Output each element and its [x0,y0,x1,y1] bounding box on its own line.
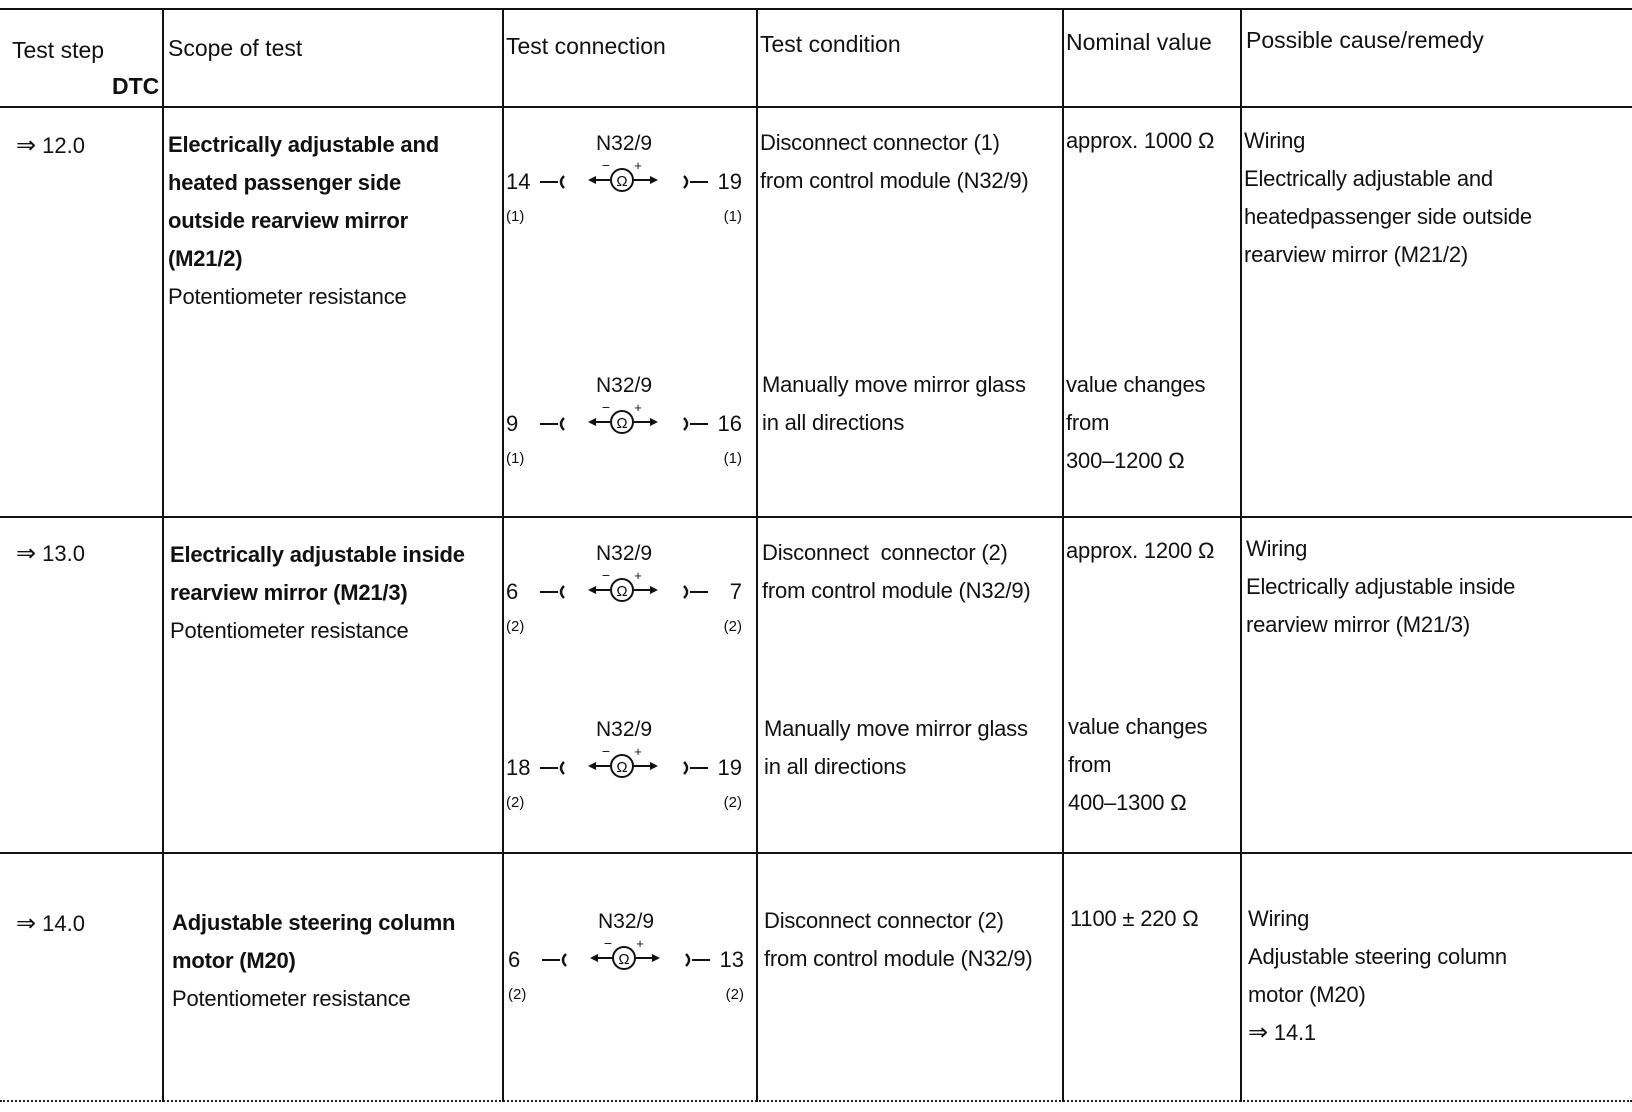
nominal-line: 300–1200 Ω [1066,448,1185,473]
nominal-cell-13a [1066,532,1214,570]
nominal-line: from [1066,410,1110,435]
header-test-condition: Test condition [760,31,901,57]
connector-right: (1) [723,208,742,225]
pin-left: 6 [506,579,519,604]
condition-line: in all directions [762,410,905,435]
nominal-line: approx. 1000 Ω [1066,128,1215,153]
nominal-cell-14a [1070,900,1198,938]
connector-right: (2) [725,986,744,1003]
header-test-step: Test step [12,37,105,63]
table-top-rule [0,8,1632,10]
left-arrowhead [588,418,596,426]
module-label: N32/9 [597,910,655,933]
connection-diagram-12b [504,372,744,482]
ohmmeter-icon [504,716,744,826]
left-plug [561,418,564,430]
nominal-line: value changes [1068,714,1208,739]
condition-line: Disconnect connector (2) [764,908,1004,933]
cause-line: rearview mirror (M21/2) [1244,242,1468,267]
header-dtc: DTC [112,73,160,99]
scope-cell-12 [168,126,439,316]
condition-line: Disconnect connector (2) [762,540,1008,565]
connection-diagram-14a [506,908,746,1018]
cause-line: motor (M20) [1248,982,1366,1007]
left-plug [561,176,564,188]
nominal-cell-13b [1068,708,1207,822]
cause-line: Wiring [1248,906,1310,931]
reference-arrow-icon: ⇒ [1248,1019,1268,1046]
module-label: N32/9 [595,374,653,397]
step-arrow-icon: ⇒ [16,540,37,567]
plus-sign: + [634,744,642,759]
nominal-line: approx. 1200 Ω [1066,538,1215,563]
connector-left: (1) [506,208,525,225]
scope-subtitle: Potentiometer resistance [172,986,411,1011]
nominal-cell-12b [1066,366,1205,480]
nominal-line: value changes [1066,372,1206,397]
ohmmeter-icon [504,540,744,650]
cause-line: Wiring [1246,536,1308,561]
condition-line: Manually move mirror glass [764,716,1028,741]
ohmmeter-icon [506,908,746,1018]
right-plug [684,418,687,430]
test-step-number: 13.0 [42,541,85,566]
cause-cell-13 [1246,530,1515,644]
connector-right: (2) [723,618,742,635]
header-bottom-rule [0,106,1632,108]
header-scope-of-test: Scope of test [168,35,303,61]
pin-left: 14 [506,169,531,194]
scope-subtitle: Potentiometer resistance [168,284,407,309]
right-plug [684,762,687,774]
scope-title-line: outside rearview mirror [168,208,408,233]
scope-title-line: Electrically adjustable inside [170,542,465,567]
module-label: N32/9 [595,132,653,155]
cause-line: Electrically adjustable and [1244,166,1493,191]
connector-right: (2) [723,794,742,811]
row-13-bottom-rule [0,852,1632,854]
scope-cell-14 [172,904,455,1018]
header-possible-cause: Possible cause/remedy [1246,27,1484,53]
left-arrowhead [588,176,596,184]
nominal-line: from [1068,752,1112,777]
nominal-line: 400–1300 Ω [1068,790,1187,815]
step-arrow-icon: ⇒ [16,910,37,937]
ohm-symbol: Ω [616,759,628,776]
left-arrowhead [588,762,596,770]
condition-cell-13a [762,534,1030,610]
connection-diagram-12a [504,130,744,240]
pin-left: 18 [506,755,531,780]
header-nominal-value: Nominal value [1066,29,1212,55]
left-plug [561,586,564,598]
cause-cell-12 [1244,122,1532,274]
right-plug [686,954,689,966]
pin-right: 19 [717,169,742,194]
module-label: N32/9 [595,542,653,565]
module-label: N32/9 [595,718,653,741]
scope-title-line: Electrically adjustable and [168,132,439,157]
pin-right: 19 [717,755,742,780]
col-divider-connection [756,8,758,1102]
plus-sign: + [634,400,642,415]
row-12-bottom-rule [0,516,1632,518]
plus-sign: + [636,936,644,951]
right-arrowhead [650,762,658,770]
table-bottom-rule [0,1100,1632,1102]
header-test-connection: Test connection [506,33,666,59]
condition-cell-12a [760,124,1028,200]
minus-sign: − [601,399,611,415]
condition-line: from control module (N32/9) [760,168,1029,193]
condition-line: in all directions [764,754,907,779]
pin-left: 6 [508,947,521,972]
minus-sign: − [601,567,611,583]
connector-left: (1) [506,450,525,467]
connection-diagram-13b [504,716,744,826]
ohm-symbol: Ω [616,415,628,432]
scope-title-line: (M21/2) [168,246,243,271]
cause-line: heatedpassenger side outside [1244,204,1532,229]
col-divider-condition [1062,8,1064,1102]
right-plug [684,176,687,188]
connector-left: (2) [506,618,525,635]
col-divider-step [162,8,164,1102]
minus-sign: − [601,743,611,759]
pin-left: 9 [506,411,519,436]
scope-cell-13 [170,536,465,650]
test-step-14 [16,910,85,938]
cause-line: Wiring [1244,128,1306,153]
cause-line: Adjustable steering column [1248,944,1507,969]
left-plug [561,762,564,774]
condition-cell-14a [764,902,1032,978]
plus-sign: + [634,158,642,173]
cause-reference [1248,1014,1507,1052]
test-step-number: 12.0 [42,133,85,158]
test-step-13 [16,540,85,568]
right-arrowhead [650,586,658,594]
connector-left: (2) [508,986,527,1003]
scope-title-line: heated passenger side [168,170,402,195]
condition-line: Manually move mirror glass [762,372,1026,397]
pin-right: 13 [719,947,744,972]
left-plug [563,954,566,966]
test-step-12 [16,132,85,160]
condition-cell-13b [764,710,1028,786]
minus-sign: − [603,935,613,951]
ohm-symbol: Ω [616,173,628,190]
ohmmeter-icon [504,372,744,482]
cause-cell-14 [1248,900,1507,1052]
nominal-line: 1100 ± 220 Ω [1070,906,1199,931]
scope-title-line: Adjustable steering column [172,910,456,935]
right-arrowhead [652,954,660,962]
ohmmeter-icon [504,130,744,240]
cause-line: Electrically adjustable inside [1246,574,1516,599]
pin-right: 16 [717,411,742,436]
left-arrowhead [588,586,596,594]
cause-line: rearview mirror (M21/3) [1246,612,1470,637]
condition-line: from control module (N32/9) [762,578,1031,603]
connector-right: (1) [723,450,742,467]
ohm-symbol: Ω [618,951,630,968]
col-divider-nominal [1240,8,1242,1102]
minus-sign: − [601,157,611,173]
right-arrowhead [650,176,658,184]
left-arrowhead [590,954,598,962]
condition-line: from control module (N32/9) [764,946,1033,971]
condition-line: Disconnect connector (1) [760,130,1000,155]
scope-subtitle: Potentiometer resistance [170,618,409,643]
pin-right: 7 [729,579,742,604]
right-arrowhead [650,418,658,426]
right-plug [684,586,687,598]
plus-sign: + [634,568,642,583]
condition-cell-12b [762,366,1026,442]
ohm-symbol: Ω [616,583,628,600]
connection-diagram-13a [504,540,744,650]
nominal-cell-12a [1066,122,1214,160]
test-step-number: 14.0 [42,911,85,936]
reference-step: 14.1 [1273,1020,1316,1045]
connector-left: (2) [506,794,525,811]
step-arrow-icon: ⇒ [16,132,37,159]
scope-title-line: rearview mirror (M21/3) [170,580,408,605]
scope-title-line: motor (M20) [172,948,296,973]
